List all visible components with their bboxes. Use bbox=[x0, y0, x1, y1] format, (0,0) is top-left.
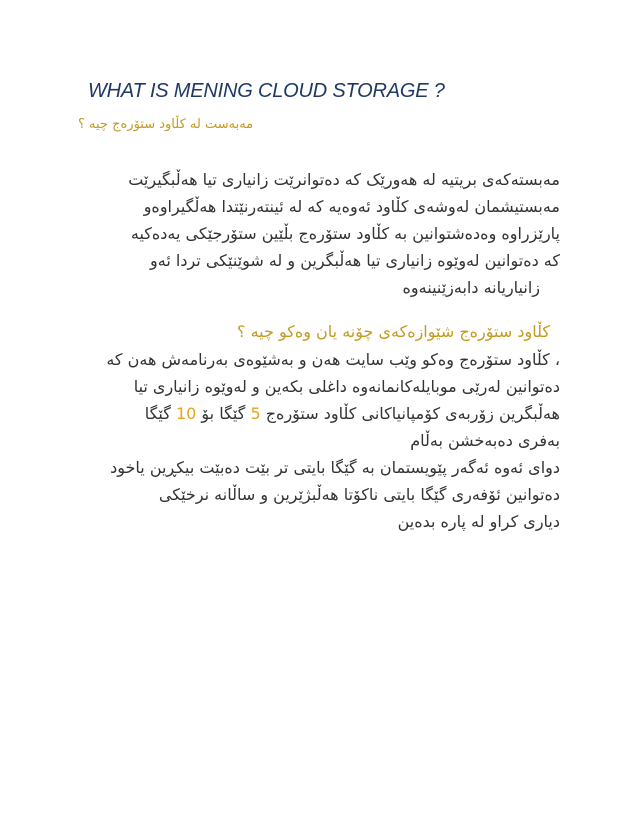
paragraph-line: دوای ئەوە ئەگەر پێویستمان بە گێگا بایتی تر بێت دەبێت بیکڕین یاخود bbox=[110, 458, 560, 477]
line-text: گێگا bbox=[144, 404, 176, 423]
paragraph-line: دەتوانین ئۆفەری گێگا بایتی ناکۆتا هەڵبژێرین و ساڵانە نرخێکی bbox=[158, 485, 560, 504]
paragraph-line: کە دەتوانین لەوێوە زانیاری تیا هەڵبگرین و لە شوێنێکی تردا ئەو bbox=[150, 251, 560, 270]
paragraph-line: مەبستەکەی بریتیە لە هەورێک کە دەتوانرێت زانیاری تیا هەڵبگیرێت bbox=[128, 170, 560, 189]
paragraph-line: دیاری کراو لە پارە بدەین bbox=[397, 512, 560, 531]
paragraph-definition bbox=[100, 166, 560, 301]
storage-max-number: 10 bbox=[175, 404, 197, 423]
document-title: WHAT IS MENING CLOUD STORAGE ? bbox=[88, 80, 445, 102]
storage-min-number: 5 bbox=[250, 404, 261, 423]
paragraph-line: ، کڵاود ستۆرەج وەکو وێب سایت هەن و بەشێوەی بەرنامەش هەن کە bbox=[106, 350, 560, 369]
document-subtitle: مەبەست لە کڵاود ستۆرەج چیە ؟ bbox=[78, 117, 254, 132]
paragraph-line: دەتوانین لەرێی موبایلەکانمانەوە داغلی بکەین و لەوێوە زانیاری تیا bbox=[133, 377, 560, 396]
line-text: گێگا بۆ bbox=[196, 404, 251, 423]
section-heading: کڵاود ستۆرەج شێوازەکەی چۆنە یان وەکو چیە ؟ bbox=[237, 322, 550, 341]
paragraph-line: زانیاریانە دابەزێنینەوە bbox=[402, 278, 540, 297]
line-text: هەڵبگرین زۆربەی کۆمپانیاکانی کڵاود ستۆرەج bbox=[260, 404, 560, 423]
paragraph-how-it-works bbox=[80, 346, 560, 454]
paragraph-line: مەبستیشمان لەوشەی کڵاود ئەوەیە کە لە ئینتەرنێتدا هەڵگیراوەو bbox=[143, 197, 560, 216]
paragraph-pricing bbox=[80, 454, 560, 535]
paragraph-line: پارێزراوە وەدەشتوانین بە کڵاود ستۆرەج بڵێین ستۆرجێکی یەدەکیە bbox=[130, 224, 560, 243]
paragraph-line: بەفری دەبەخشن بەڵام bbox=[410, 431, 560, 450]
paragraph-line-with-numbers bbox=[80, 400, 560, 427]
